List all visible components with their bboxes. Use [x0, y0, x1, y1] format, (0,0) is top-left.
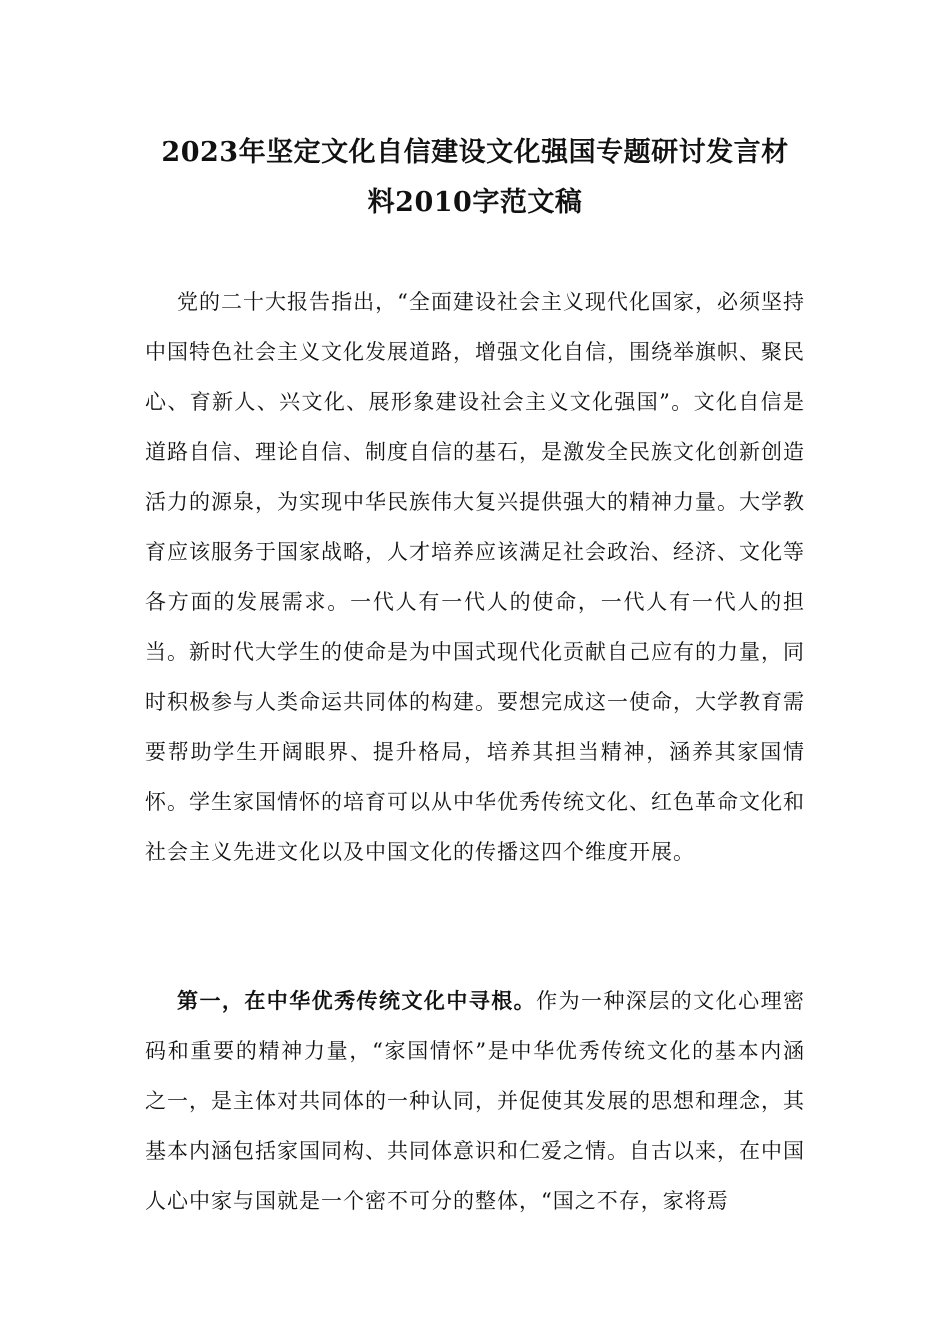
document-title — [120, 128, 830, 228]
paragraph-first-point — [145, 976, 805, 1226]
title-line-1: 2023年坚定文化自信建设文化强国专题研讨发言材 — [161, 137, 789, 168]
title-line-2: 料2010字范文稿 — [367, 187, 583, 218]
paragraph-lead-heading: 第一，在中华优秀传统文化中寻根。 — [177, 988, 537, 1013]
paragraph-intro: 党的二十大报告指出，“全面建设社会主义现代化国家，必须坚持中国特色社会主义文化发展道路，增强文化自信，围绕举旗帜、聚民心、育新人、兴文化、展形象建设社会主义文化强国”。文化自信是道路自信、理论自信、制度自信的基石，是激发全民族文化创新创造活力的源泉，为实现中华民族伟大复兴提供强大的精神力量。大学教育应该服务于国家战略，人才培养应该满足社会政治、经济、文化等各方面的发展需求。一代人有一代人的使命，一代人有一代人的担当。新时代大学生的使命是为中国式现代化贡献自己应有的力量，同时积极参与人类命运共同体的构建。要想完成这一使命，大学教育需要帮助学生开阔眼界、提升格局，培养其担当精神，涵养其家国情怀。学生家国情怀的培育可以从中华优秀传统文化、红色革命文化和社会主义先进文化以及中国文化的传播这四个维度开展。 — [145, 290, 805, 864]
paragraph-first-point-body: 作为一种深层的文化心理密码和重要的精神力量，“家国情怀”是中华优秀传统文化的基本内涵之一，是主体对共同体的一种认同，并促使其发展的思想和理念，其基本内涵包括家国同构、共同体意识和仁爱之情。自古以来，在中国人心中家与国就是一个密不可分的整体，“国之不存，家将焉 — [145, 989, 806, 1213]
